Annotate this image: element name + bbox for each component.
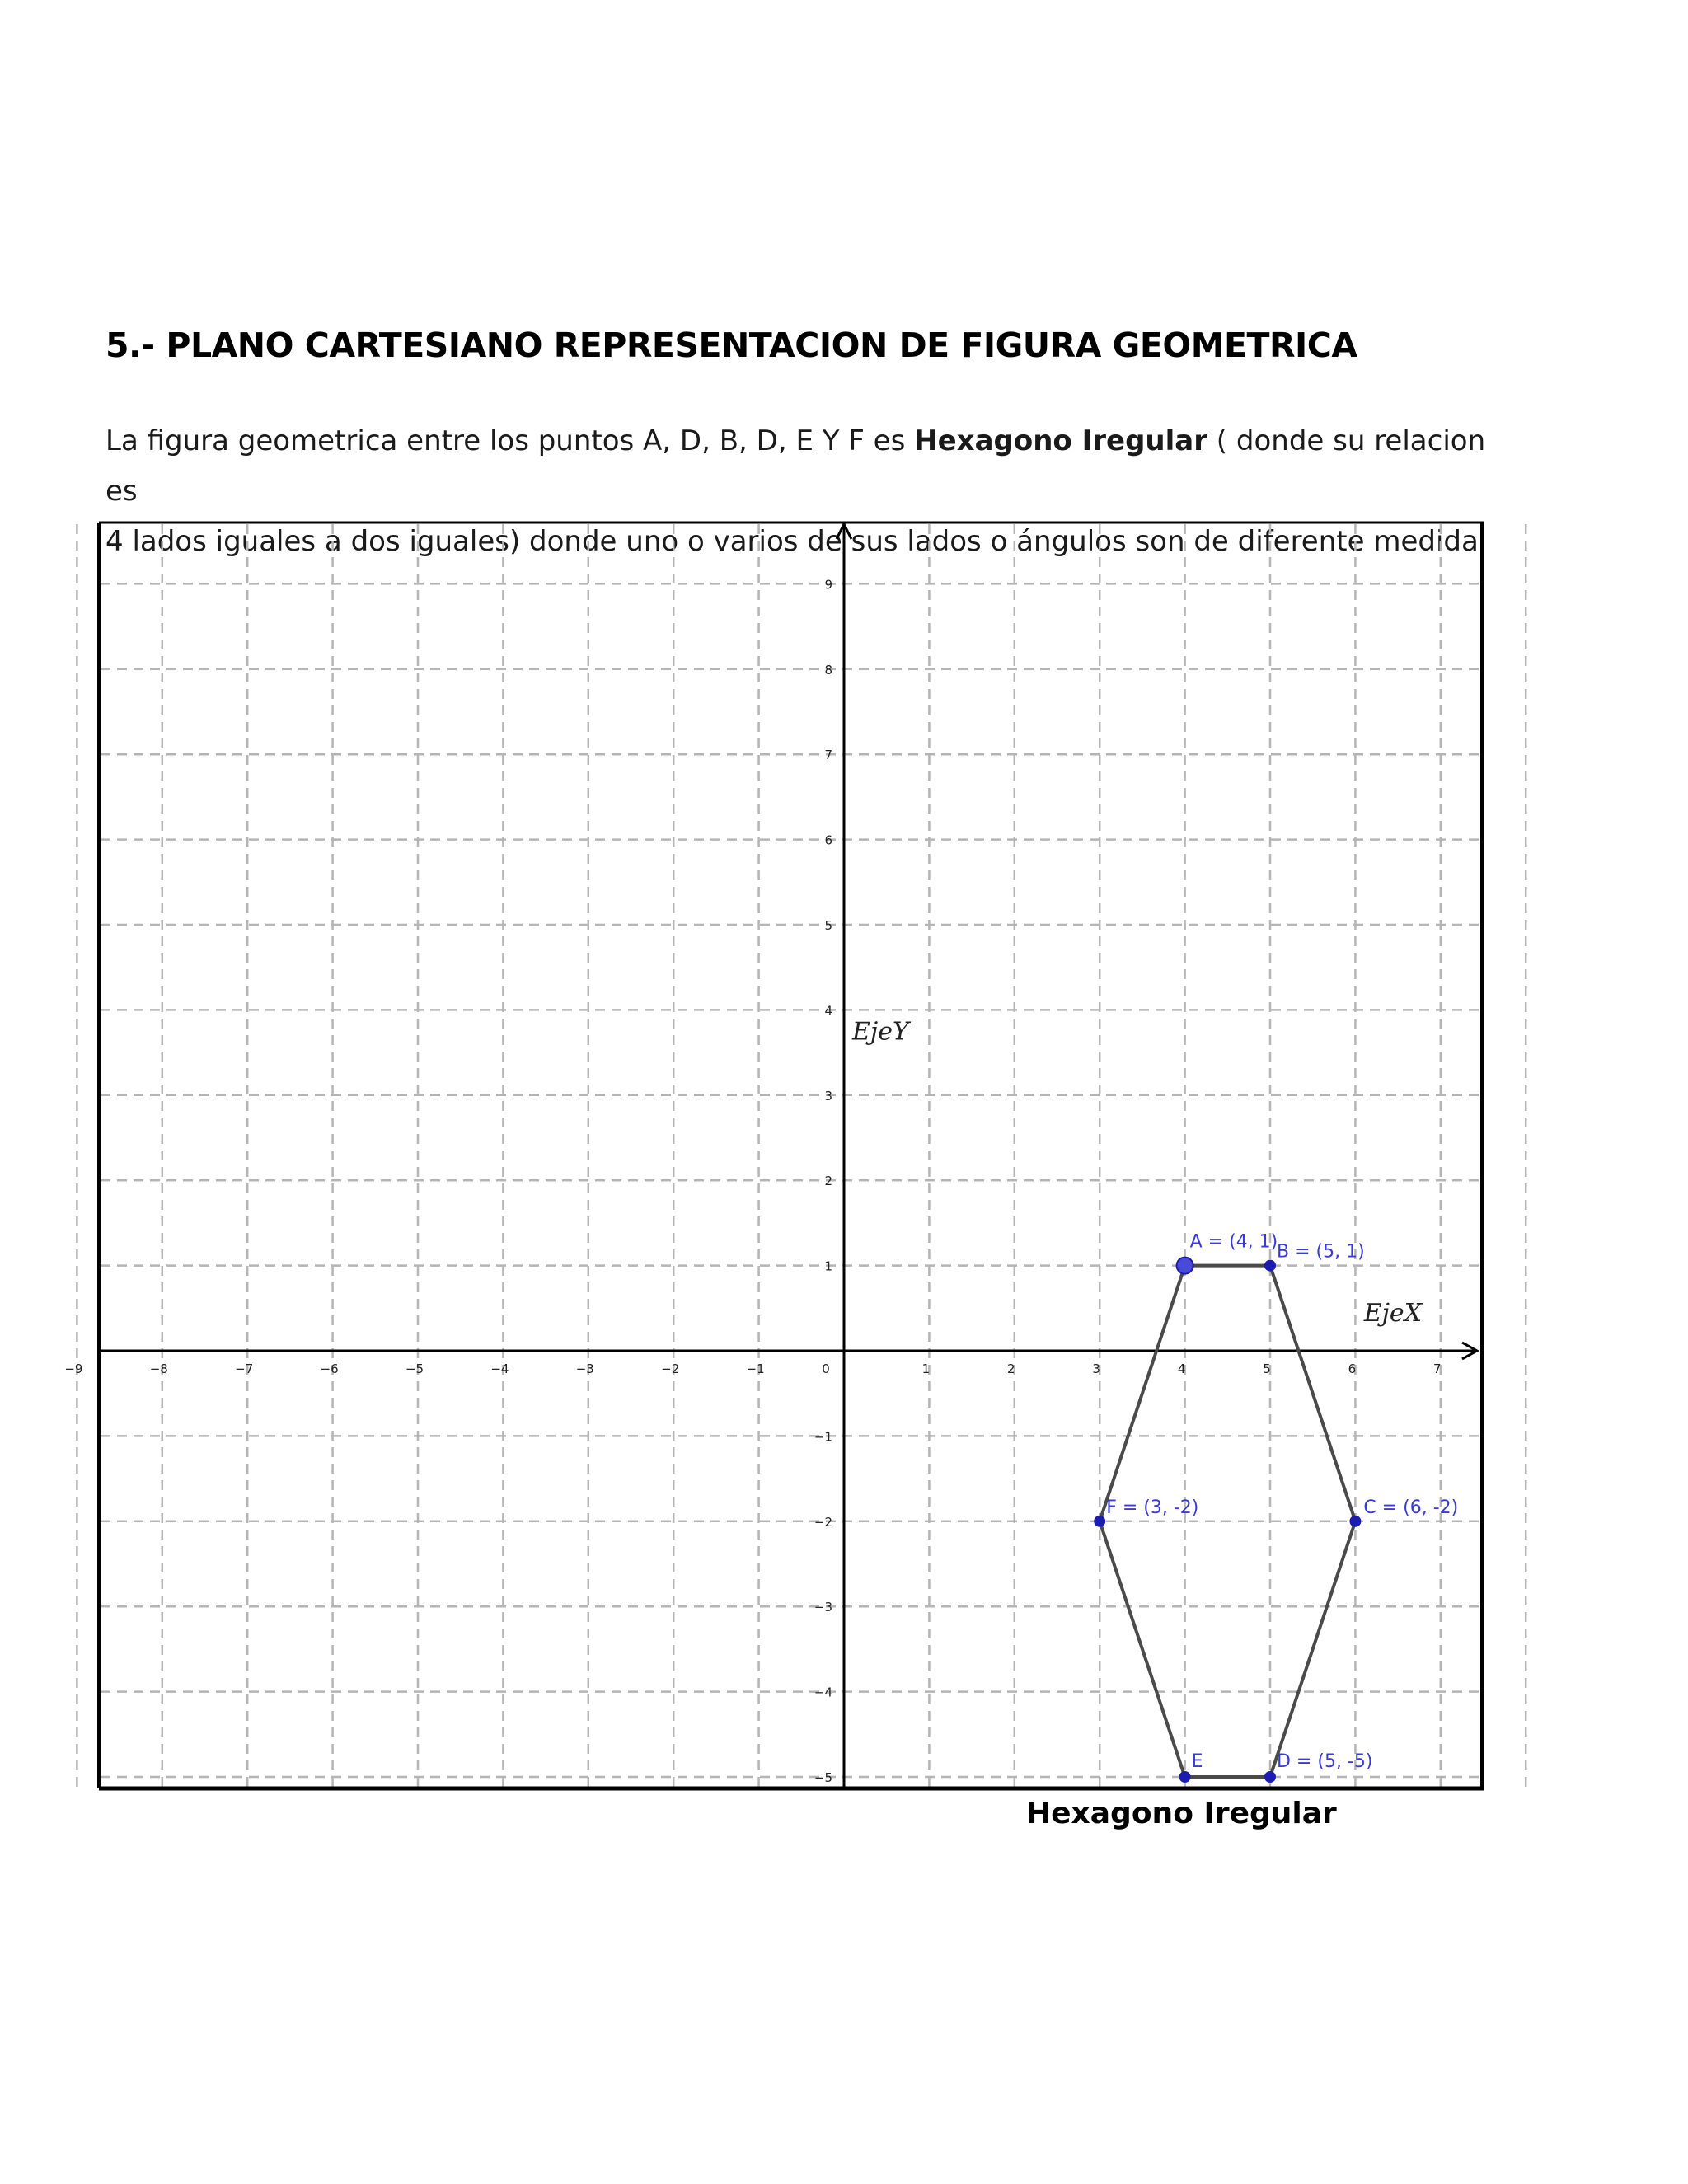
x-tick-label: −9 bbox=[64, 1361, 83, 1376]
point-label-c: C = (6, -2) bbox=[1363, 1497, 1459, 1518]
x-tick-label: 3 bbox=[1092, 1361, 1100, 1376]
point-f bbox=[1095, 1516, 1104, 1526]
x-tick-label: −3 bbox=[575, 1361, 594, 1376]
page-title: 5.- PLANO CARTESIANO REPRESENTACION DE FIGURA GEOMETRICA bbox=[106, 326, 1357, 365]
point-label-a: A = (4, 1) bbox=[1189, 1231, 1278, 1253]
x-tick-label: 7 bbox=[1433, 1361, 1442, 1376]
y-tick-label: 1 bbox=[824, 1258, 832, 1274]
x-tick-label: 0 bbox=[822, 1361, 830, 1376]
x-tick-label: 1 bbox=[921, 1361, 931, 1376]
y-tick-label: 9 bbox=[824, 577, 832, 593]
description-text: La figura geometrica entre los puntos A, D, B, D, E Y F es bbox=[106, 424, 915, 457]
cartesian-plane bbox=[64, 519, 1498, 1797]
point-b bbox=[1265, 1261, 1275, 1271]
y-tick-label: 8 bbox=[824, 662, 832, 677]
x-tick-label: −6 bbox=[320, 1361, 339, 1376]
point-label-d: D = (5, -5) bbox=[1277, 1751, 1373, 1772]
point-c bbox=[1350, 1516, 1360, 1526]
point-label-f: F = (3, -2) bbox=[1106, 1497, 1199, 1518]
y-tick-label: 5 bbox=[824, 918, 832, 933]
y-tick-label: 3 bbox=[824, 1088, 832, 1104]
x-axis-label: EjeX bbox=[1363, 1299, 1423, 1328]
graph-frame bbox=[99, 523, 1484, 1788]
y-tick-label: −1 bbox=[814, 1429, 832, 1445]
y-tick-label: −5 bbox=[814, 1770, 832, 1785]
description-line-1 bbox=[106, 416, 1507, 517]
description-line-2: 4 lados iguales a dos iguales) donde uno o varios de sus lados o ángulos son de diferente medida bbox=[106, 525, 1479, 558]
x-tick-label: −4 bbox=[490, 1361, 509, 1376]
x-tick-label: −8 bbox=[149, 1361, 168, 1376]
y-tick-label: 7 bbox=[824, 748, 832, 763]
y-tick-label: 4 bbox=[824, 1003, 832, 1019]
x-tick-label: 6 bbox=[1348, 1361, 1357, 1376]
y-tick-label: 6 bbox=[824, 832, 832, 848]
x-tick-label: 5 bbox=[1263, 1361, 1271, 1376]
figure-caption: Hexagono Iregular bbox=[1026, 1797, 1337, 1830]
y-tick-label: −4 bbox=[814, 1685, 832, 1700]
point-a bbox=[1177, 1258, 1193, 1274]
description-bold-term: Hexagono Iregular bbox=[914, 424, 1207, 457]
x-tick-label: −5 bbox=[405, 1361, 424, 1376]
x-tick-label: 4 bbox=[1177, 1361, 1186, 1376]
point-e bbox=[1180, 1772, 1190, 1782]
description-text-end: ( donde su relacion es bbox=[106, 424, 1486, 508]
x-tick-label: −1 bbox=[746, 1361, 765, 1376]
y-tick-label: −2 bbox=[814, 1514, 832, 1530]
y-tick-label: 2 bbox=[824, 1174, 832, 1189]
point-label-e: E bbox=[1191, 1751, 1203, 1772]
point-label-b: B = (5, 1) bbox=[1277, 1241, 1365, 1263]
y-tick-label: −3 bbox=[814, 1600, 832, 1615]
x-tick-label: −2 bbox=[661, 1361, 680, 1376]
x-tick-label: 2 bbox=[1007, 1361, 1015, 1376]
y-axis-label: EjeY bbox=[852, 1017, 909, 1047]
grid-lines bbox=[77, 524, 1526, 1787]
point-d bbox=[1265, 1772, 1275, 1782]
x-tick-label: −7 bbox=[235, 1361, 254, 1376]
